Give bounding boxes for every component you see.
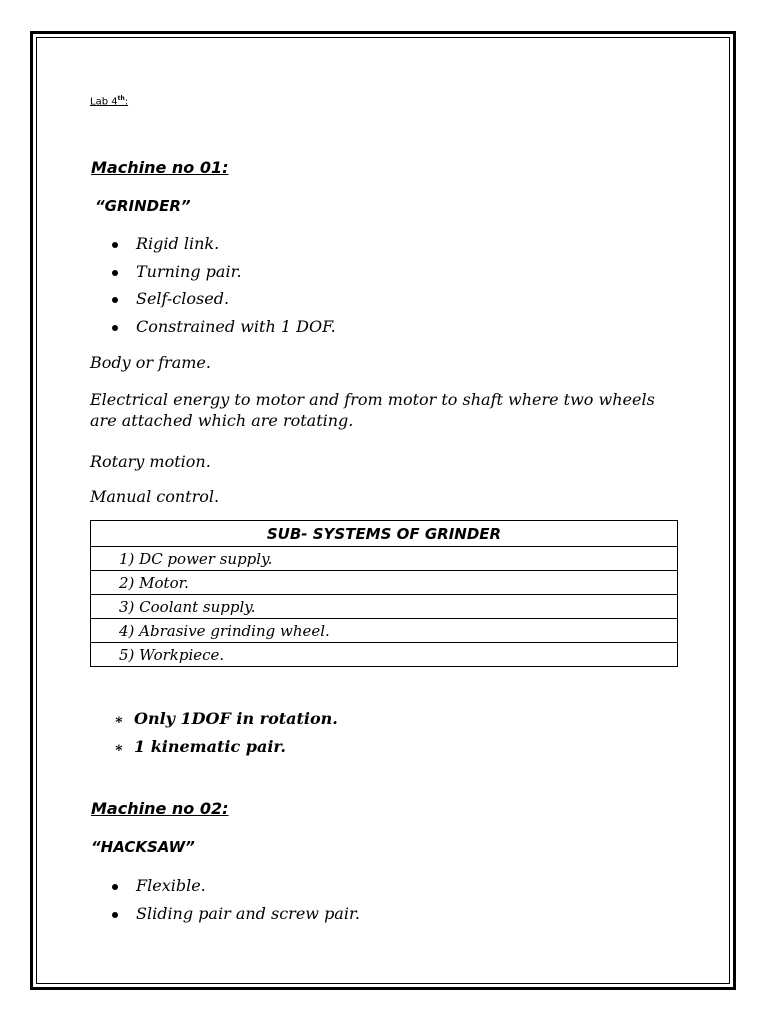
list-item: Self-closed. (110, 290, 336, 318)
motion-paragraph: Rotary motion. (90, 452, 211, 471)
star-bullet-icon: ∗ (114, 712, 124, 728)
list-item: ∗ Only 1DOF in rotation. (114, 709, 338, 728)
machine-1-notes (114, 710, 338, 766)
lab-title: Lab 4th: (90, 95, 129, 108)
machine-2-properties (110, 877, 360, 932)
machine-1-name: “GRINDER” (95, 197, 191, 215)
energy-paragraph: Electrical energy to motor and from motor to shaft where two wheels are attached which are rotating. (90, 390, 655, 430)
machine-1-heading: Machine no 01: (91, 158, 229, 177)
table-row (91, 571, 678, 595)
table-row (91, 547, 678, 571)
frame-paragraph: Body or frame. (90, 353, 211, 372)
table-row (91, 595, 678, 619)
table-cell: 3) Coolant supply. (91, 595, 678, 619)
list-item: Turning pair. (110, 263, 336, 291)
table-cell: 2) Motor. (91, 571, 678, 595)
list-item: ∗ 1 kinematic pair. (114, 737, 286, 756)
machine-2-heading: Machine no 02: (91, 799, 229, 818)
table-row (91, 643, 678, 667)
control-paragraph: Manual control. (90, 487, 220, 506)
list-item: Rigid link. (110, 235, 336, 263)
machine-2-name: “HACKSAW” (91, 838, 195, 856)
table-cell: 4) Abrasive grinding wheel. (91, 619, 678, 643)
table-header: SUB- SYSTEMS OF GRINDER (91, 521, 678, 547)
star-bullet-icon: ∗ (114, 740, 124, 756)
machine-1-properties (110, 235, 336, 345)
table-row (91, 619, 678, 643)
list-item: Constrained with 1 DOF. (110, 318, 336, 346)
table-cell: 5) Workpiece. (91, 643, 678, 667)
table-cell: 1) DC power supply. (91, 547, 678, 571)
subsystems-table (90, 520, 678, 667)
list-item: Flexible. (110, 877, 360, 905)
list-item: Sliding pair and screw pair. (110, 905, 360, 933)
